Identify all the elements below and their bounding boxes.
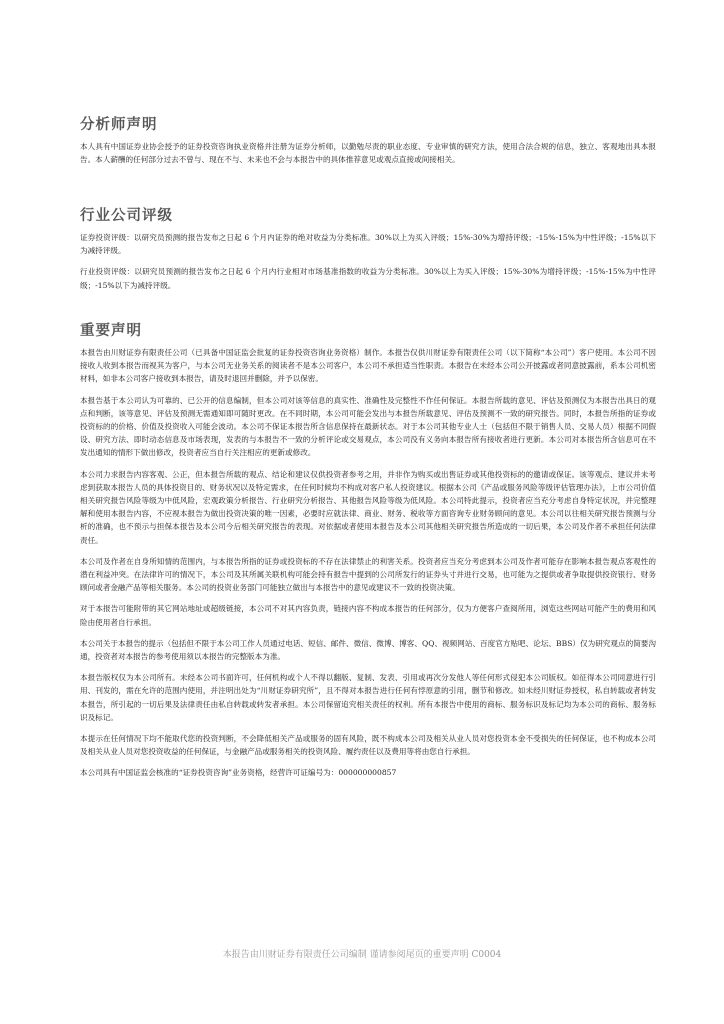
rating-section [80, 207, 656, 300]
disclaimer-paragraph: 本报告基于本公司认为可靠的、已公开的信息编制，但本公司对该等信息的真实性、准确性及完整性不作任何保证。本报告所载的意见、评估及预测仅为本报告出具日的观点和判断，该等意见、评估及预测无需通知即可随时更改。在不同时期，本公司可能会发出与本报告所载意见、评估及预测不一致的研究报告。同时，本报告所指的证券或投资标的的价格、价值及投资收入可能会波动。本公司不保证本报告所含信息保持在最新状态。对于本公司其他专业人士（包括但不限于销售人员、交易人员）根据不同假设、研究方法、即时动态信息及市场表现，发表的与本报告不一致的分析评论或交易观点，本公司没有义务向本报告所有接收者进行更新。本公司对本报告所含信息可在不发出通知的情形下做出修改，投资者应当自行关注相应的更新或修改。 [80, 395, 656, 458]
disclaimer-section [80, 322, 656, 788]
analyst-statement-title: 分析师声明 [80, 116, 158, 133]
rating-industry-paragraph: 行业投资评级：以研究员预测的报告发布之日起 6 个月内行业相对市场基准指数的收益为分类标准。30%以上为买入评级；15%-30%为增持评级；-15%-15%为中性评级；-15%以下为减持评级。 [80, 267, 656, 290]
rating-stock-paragraph: 证券投资评级：以研究员预测的报告发布之日起 6 个月内证券的绝对收益为分类标准。30%以上为买入评级；15%-30%为增持评级；-15%-15%为中性评级；-15%以下为减持评级。 [80, 233, 656, 256]
disclaimer-paragraph: 本公司关于本报告的提示（包括但不限于本公司工作人员通过电话、短信、邮件、微信、微博、博客、QQ、视频网站、百度官方贴吧、论坛、BBS）仅为研究观点的简要沟通，投资者对本报告的参考使用须以本报告的完整版本为准。 [80, 638, 656, 662]
disclaimer-paragraph: 本提示在任何情况下均不能取代您的投资判断，不会降低相关产品或服务的固有风险，既不构成本公司及相关从业人员对您投资本金不受损失的任何保证，也不构成本公司及相关从业人员对您投资收益的任何保证，与金融产品或服务相关的投资风险、履约责任以及费用等将由您自行承担。 [80, 734, 656, 757]
analyst-statement-paragraph: 本人具有中国证券业协会授予的证券投资咨询执业资格并注册为证券分析师，以勤勉尽责的职业态度、专业审慎的研究方法，使用合法合规的信息，独立、客观地出具本报告。本人薪酬的任何部分过去不曾与、现在不与、未来也不会与本报告中的具体推荐意见或观点直接或间接相关。 [80, 142, 656, 165]
analyst-statement-section [80, 116, 656, 174]
license-paragraph: 本公司具有中国证监会核准的“证券投资咨询”业务资格，经营许可证编号为：000000000857 [80, 768, 397, 778]
disclaimer-paragraph: 本报告版权仅为本公司所有。未经本公司书面许可，任何机构或个人不得以翻版、复制、发表、引用或再次分发他人等任何形式侵犯本公司版权。如征得本公司同意进行引用、刊发的，需在允许的范围内使用，并注明出处为“川财证券研究所”，且不得对本报告进行任何有悖原意的引用，删节和修改。如未经川财证券授权，私自转载或者转发本报告，所引起的一切后果及法律责任由私自转载或转发者承担。本公司保留追究相关责任的权利。所有本报告中使用的商标、服务标识及标记均为本公司的商标、服务标识及标记。 [80, 673, 656, 722]
page-footer: 本报告由川财证券有限责任公司编制 谨请参阅尾页的重要声明 C0004 [222, 950, 502, 960]
disclaimer-paragraph: 本报告由川财证券有限责任公司（已具备中国证监会批复的证券投资咨询业务资格）制作。本报告仅供川财证券有限责任公司（以下简称“本公司”）客户使用。本公司不因接收人收到本报告而视其为客户，与本公司无业务关系的阅读者不是本公司客户，本公司不承担适当性职责。本报告在未经本公司公开披露或者同意披露前，系本公司机密材料，如非本公司客户接收到本报告，请及时退回并删除，并予以保密。 [80, 348, 656, 384]
rating-title: 行业公司评级 [80, 207, 173, 224]
disclaimer-paragraph: 本公司及作者在自身所知情的范围内，与本报告所指的证券或投资标的不存在法律禁止的利害关系。投资者应当充分考虑到本公司及作者可能存在影响本报告观点客观性的潜在利益冲突。在法律许可的情况下，本公司及其所属关联机构可能会持有报告中提到的公司所发行的证券头寸并进行交易，也可能为之提供或者争取提供投资银行、财务顾问或者金融产品等相关服务。本公司的投资业务部门可能独立做出与本报告中的意见或建议不一致的投资决策。 [80, 556, 656, 593]
disclaimer-title: 重要声明 [80, 322, 142, 339]
disclaimer-paragraph: 对于本报告可能附带的其它网站地址或超级链接，本公司不对其内容负责，链接内容不构成本报告的任何部分，仅为方便客户查阅所用，浏览这些网站可能产生的费用和风险由使用者自行承担。 [80, 604, 656, 627]
disclaimer-paragraph: 本公司力求报告内容客观、公正，但本报告所载的观点、结论和建议仅供投资者参考之用，并非作为购买或出售证券或其他投资标的的邀请或保证。该等观点、建议并未考虑到获取本报告人员的具体投资目的、财务状况以及特定需求，在任何时候均不构成对客户私人投资建议。根据本公司《产品或服务风险等级评估管理办法》，上市公司价值相关研究报告风险等级为中低风险，宏观政策分析报告、行业研究分析报告、其他报告风险等级为低风险。本公司特此提示，投资者应当充分考虑自身特定状况，并完整理解和使用本报告内容，不应视本报告为做出投资决策的唯一因素，必要时应就法律、商业、财务、税收等方面咨询专业财务顾问的意见。本公司以往相关研究报告预测与分析的准确，也不预示与担保本报告及本公司今后相关研究报告的表现。对依据或者使用本报告及本公司其他相关研究报告所造成的一切后果，本公司及作者不承担任何法律责任。 [80, 469, 656, 545]
